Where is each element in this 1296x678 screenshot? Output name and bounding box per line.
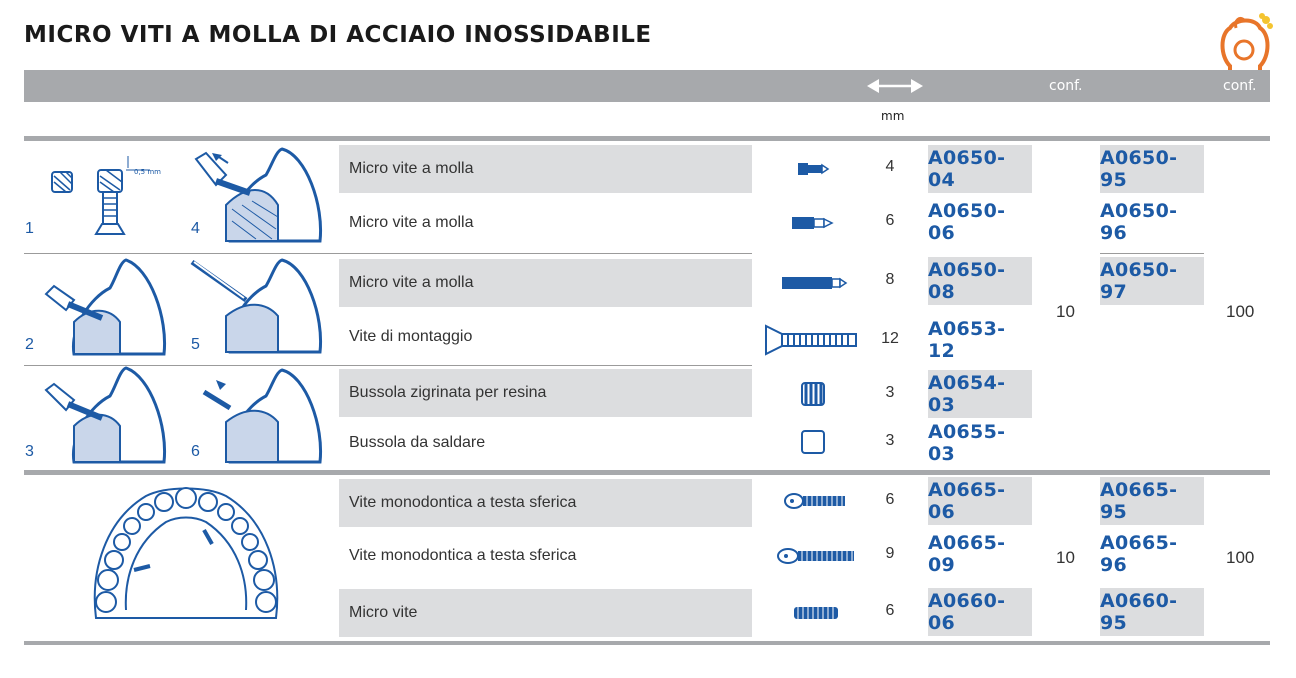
figure-number: 3 xyxy=(25,443,34,460)
length-mm: 4 xyxy=(885,158,895,175)
figure-number: 6 xyxy=(191,443,200,460)
product-description: Micro vite xyxy=(339,589,752,637)
figure-number: 4 xyxy=(191,220,200,237)
product-code-conf: A0660-95 xyxy=(1100,588,1204,636)
product-description: Bussola zigrinata per resina xyxy=(339,369,752,417)
header-conf-100: conf. xyxy=(1223,78,1257,94)
product-code: A0654-03 xyxy=(928,370,1032,418)
product-code: A0650-04 xyxy=(928,145,1032,193)
mounting-screw-icon xyxy=(762,316,862,364)
product-code: A0665-06 xyxy=(928,477,1032,525)
product-code: A0665-09 xyxy=(928,532,1006,576)
length-mm: 12 xyxy=(881,330,899,347)
tooth-illustration-2 xyxy=(40,258,180,358)
company-logo-icon xyxy=(1216,10,1276,76)
product-description: Vite di montaggio xyxy=(349,328,473,345)
length-mm: 9 xyxy=(885,545,895,562)
product-description: Vite monodontica a testa sferica xyxy=(339,479,752,527)
section-rule-bottom xyxy=(24,641,1270,645)
page-title: MICRO VITI A MOLLA DI ACCIAIO INOSSIDABILE xyxy=(24,22,652,48)
product-code-conf: A0650-97 xyxy=(1100,257,1204,305)
section-rule-top xyxy=(24,136,1270,141)
product-code-conf: A0650-95 xyxy=(1100,145,1204,193)
pack-qty-10: 10 xyxy=(1056,548,1075,567)
unit-label-mm: mm xyxy=(881,109,905,123)
double-arrow-icon xyxy=(867,78,923,94)
section-rule-middle xyxy=(24,470,1270,475)
length-mm: 3 xyxy=(885,432,895,449)
pack-qty-100: 100 xyxy=(1226,302,1255,321)
micro-screw-icon xyxy=(770,589,860,637)
figure-number: 5 xyxy=(191,336,200,353)
length-mm: 6 xyxy=(885,602,895,619)
spring-screw-long-icon xyxy=(770,259,860,307)
product-code: A0655-03 xyxy=(928,421,1006,465)
weld-bushing-icon xyxy=(770,419,860,467)
knurled-bushing-icon xyxy=(770,369,860,417)
product-description: Vite monodontica a testa sferica xyxy=(349,547,577,564)
product-description: Micro vite a molla xyxy=(339,259,752,307)
conf-separator xyxy=(1100,253,1204,254)
product-code: A0660-06 xyxy=(928,588,1032,636)
product-description: Micro vite a molla xyxy=(339,145,752,193)
length-mm: 3 xyxy=(885,384,895,401)
header-conf-10: conf. xyxy=(1049,78,1083,94)
product-code: A0650-08 xyxy=(928,257,1032,305)
dental-arch-illustration xyxy=(86,480,286,630)
product-code: A0653-12 xyxy=(928,318,1006,362)
table-header-bar xyxy=(24,70,1270,102)
ball-head-screw-long-icon xyxy=(766,532,866,580)
product-code-conf: A0650-96 xyxy=(1100,200,1178,244)
row-separator xyxy=(24,253,752,254)
length-mm: 6 xyxy=(885,212,895,229)
spring-screw-short-icon xyxy=(770,145,860,193)
length-mm: 8 xyxy=(885,271,895,288)
product-code-conf: A0665-95 xyxy=(1100,477,1204,525)
product-description: Bussola da saldare xyxy=(349,434,486,451)
tooth-illustration-5 xyxy=(186,256,326,356)
figure-number: 1 xyxy=(25,220,34,237)
tooth-illustration-4 xyxy=(186,145,326,245)
product-description: Micro vite a molla xyxy=(349,214,474,231)
product-code: A0650-06 xyxy=(928,200,1006,244)
screw-diagram-illustration xyxy=(40,150,180,240)
ball-head-screw-short-icon xyxy=(770,477,860,525)
product-code-conf: A0665-96 xyxy=(1100,532,1178,576)
pack-qty-10: 10 xyxy=(1056,302,1075,321)
spring-screw-medium-icon xyxy=(770,199,860,247)
tooth-illustration-6 xyxy=(186,366,326,466)
svg-text:0,5 mm: 0,5 mm xyxy=(134,168,161,176)
pack-qty-100: 100 xyxy=(1226,548,1255,567)
tooth-illustration-3 xyxy=(40,366,180,466)
length-mm: 6 xyxy=(885,491,895,508)
figure-number: 2 xyxy=(25,336,34,353)
